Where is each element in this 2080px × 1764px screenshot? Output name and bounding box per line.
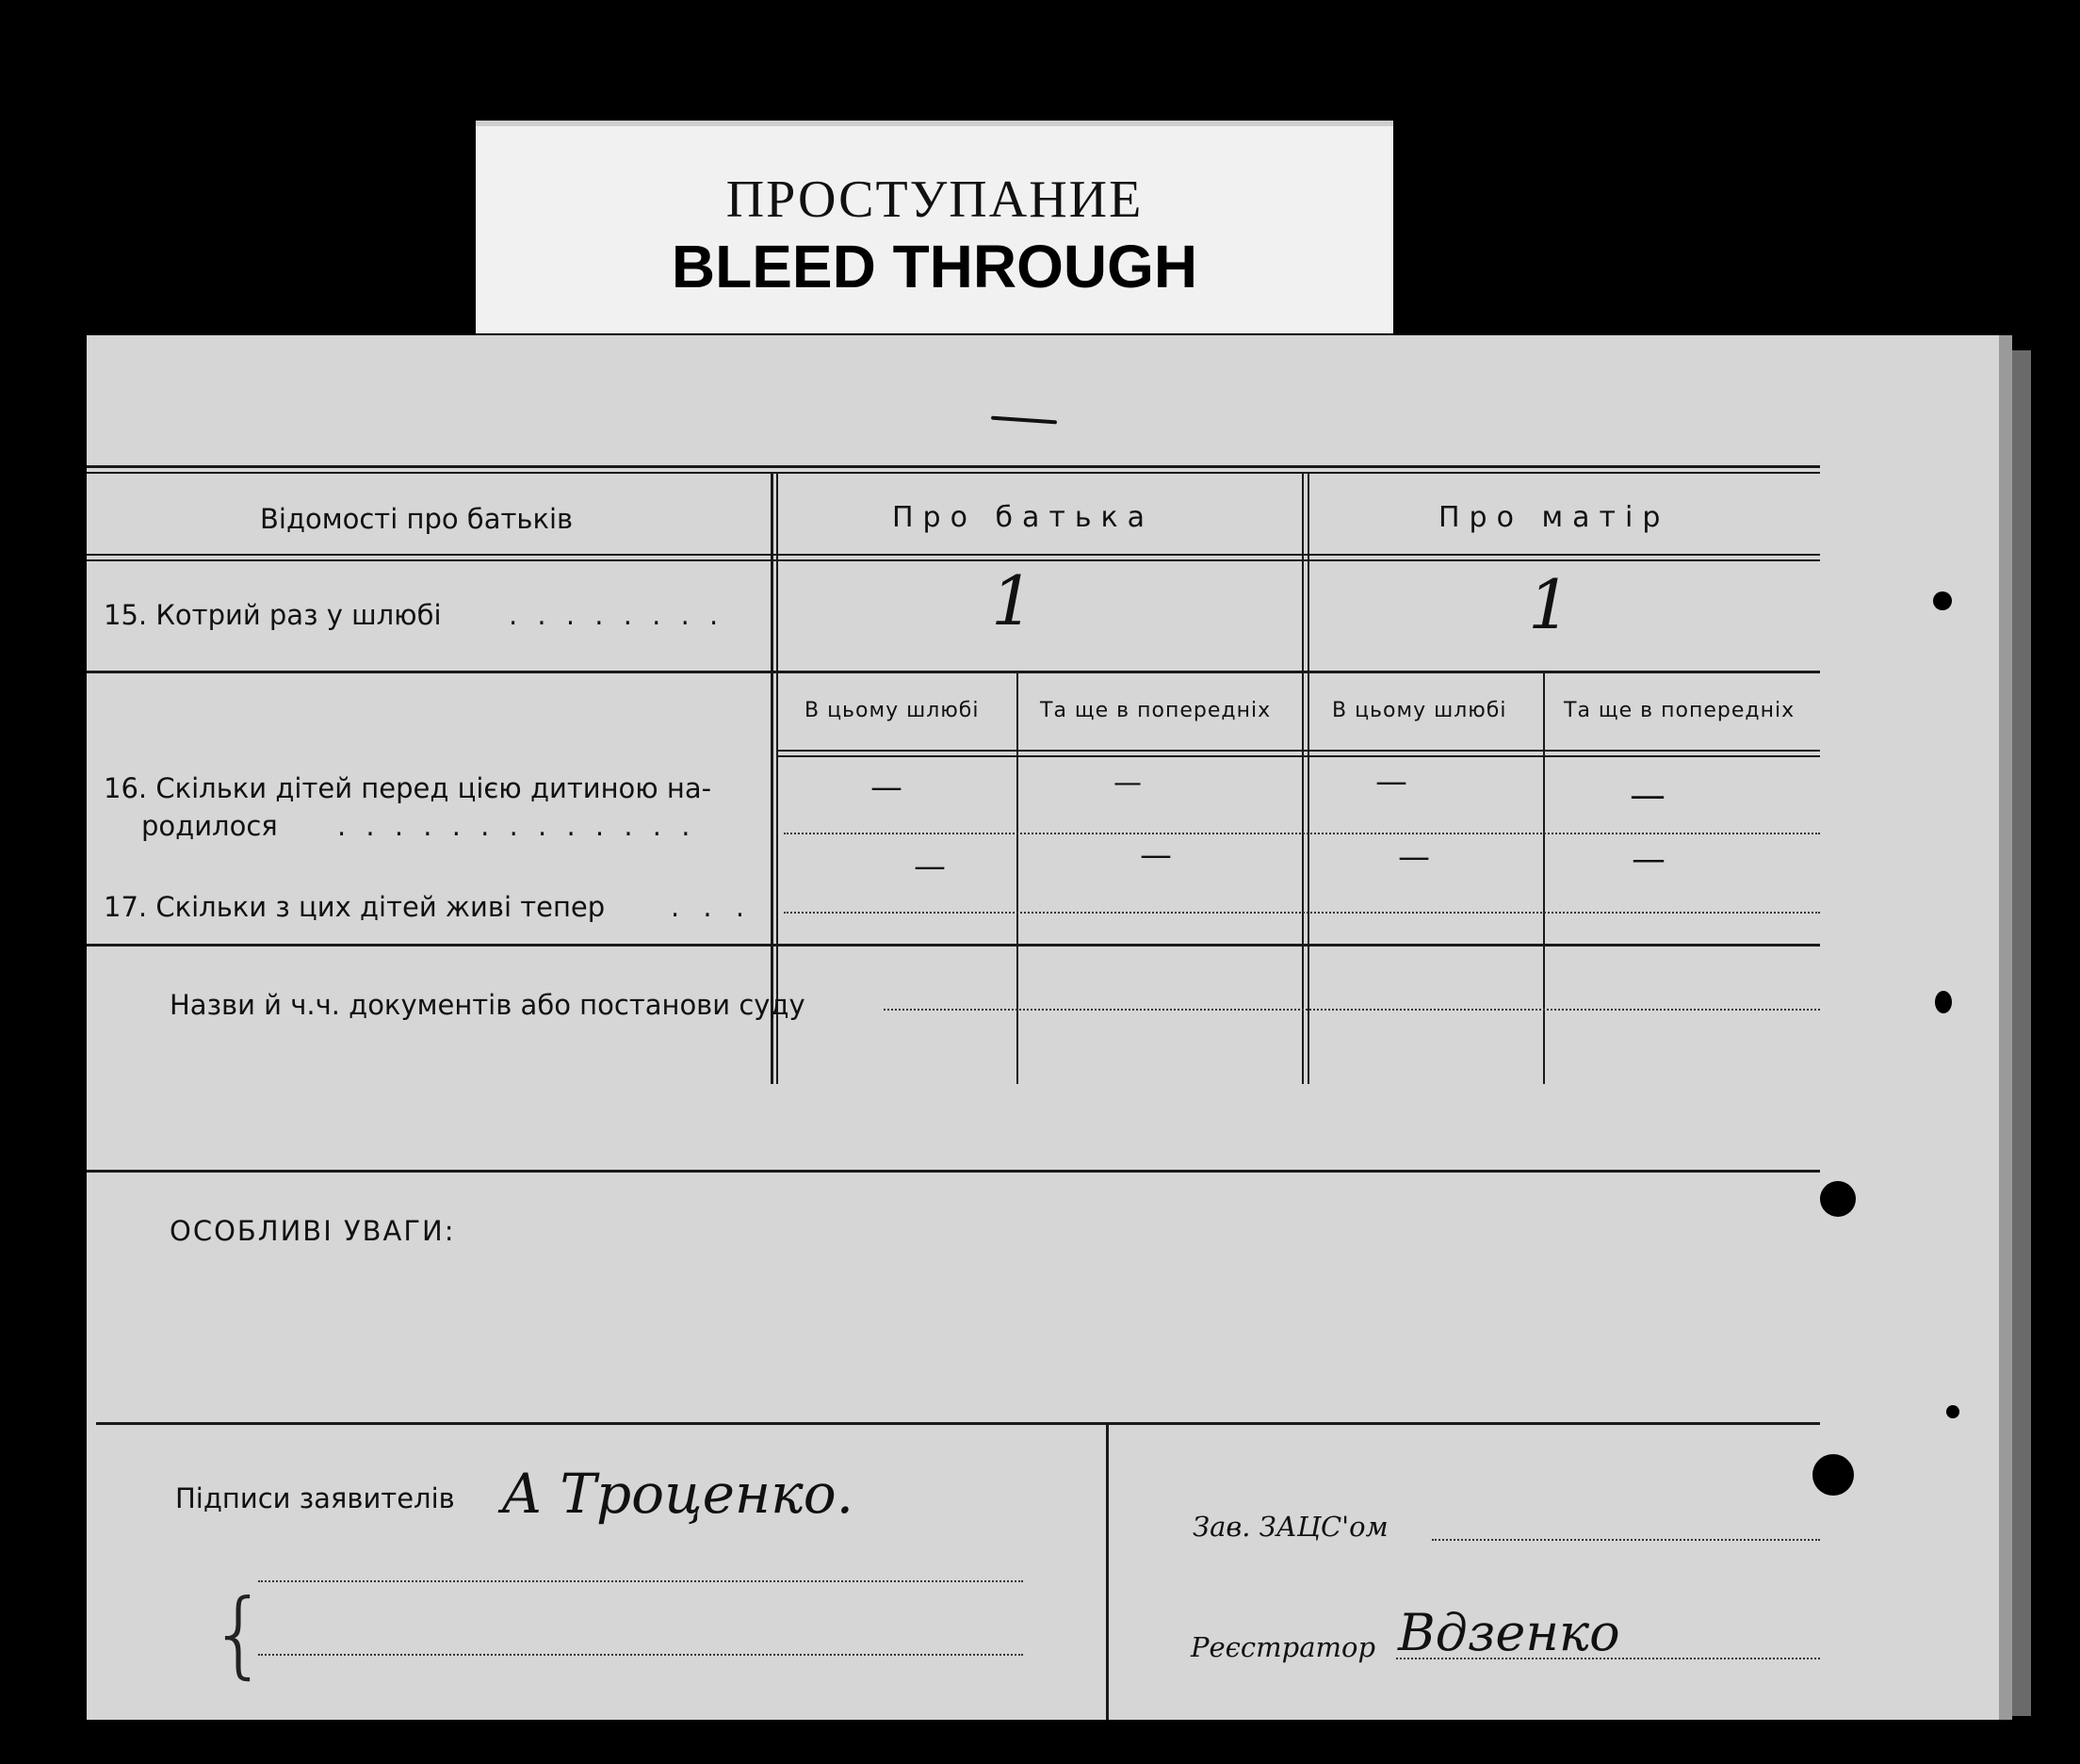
header-mother: Про матір bbox=[1438, 501, 1670, 534]
subdivider-mother bbox=[1543, 672, 1545, 1084]
row17-value-4: — bbox=[1632, 840, 1666, 879]
header-bottom-rule bbox=[87, 554, 1820, 556]
signatures-top-rule bbox=[96, 1422, 1820, 1425]
subheader-father-this: В цьому шлюбі bbox=[804, 699, 980, 722]
row16-value-4: — bbox=[1630, 774, 1666, 816]
remarks-top-rule bbox=[87, 1170, 1820, 1173]
subheader-father-prev: Та ще в попередніх bbox=[1040, 699, 1272, 722]
row15-mother-value: 1 bbox=[1528, 565, 1571, 644]
row16-value-1: — bbox=[870, 769, 902, 806]
row16-label-line2: родилося bbox=[141, 810, 278, 842]
row17-value-2: — bbox=[1140, 836, 1172, 874]
registrar-label: Реєстратор bbox=[1191, 1631, 1376, 1663]
header-parents-info: Відомості про батьків bbox=[260, 503, 574, 535]
divider-father-mother bbox=[1302, 474, 1304, 1084]
punch-hole-1 bbox=[1820, 1181, 1856, 1217]
punch-hole-5 bbox=[1946, 1405, 1959, 1418]
applicants-label: Підписи заявителів bbox=[175, 1482, 455, 1514]
table-bottom-rule bbox=[87, 944, 1820, 947]
row15-label: 15. Котрий раз у шлюбі bbox=[104, 599, 442, 631]
documents-label: Назви й ч.ч. документів або постанови суду bbox=[170, 989, 805, 1021]
row16-dotted-line bbox=[784, 833, 1820, 834]
head-label: Зав. ЗАЦС'ом bbox=[1193, 1511, 1389, 1543]
subheader-bottom-rule-2 bbox=[778, 755, 1820, 757]
signatures-divider bbox=[1106, 1422, 1109, 1720]
subheader-mother-prev: Та ще в попередніх bbox=[1564, 699, 1796, 722]
registrar-signature: Вдзенко bbox=[1398, 1603, 1620, 1662]
row17-value-3: — bbox=[1398, 838, 1430, 876]
table-top-rule-2 bbox=[87, 472, 1820, 474]
punch-hole-3 bbox=[1933, 591, 1952, 610]
applicant-line-2 bbox=[258, 1654, 1023, 1656]
row16-leader: . . . . . . . . . . . . . bbox=[337, 810, 696, 842]
applicant-signature: А Троценко. bbox=[501, 1462, 854, 1526]
top-dash-mark bbox=[991, 416, 1057, 425]
row16-value-2: — bbox=[1113, 767, 1142, 800]
row17-label: 17. Скільки з цих дітей живі тепер bbox=[104, 891, 606, 923]
label-english: BLEED THROUGH bbox=[671, 233, 1198, 300]
row15-father-value: 1 bbox=[991, 561, 1034, 640]
subheader-bottom-rule bbox=[778, 750, 1820, 752]
label-russian: ПРОСТУПАНИЕ bbox=[725, 170, 1144, 229]
subdivider-father bbox=[1016, 672, 1018, 1084]
header-father: Про батька bbox=[892, 501, 1155, 534]
subheader-mother-this: В цьому шлюбі bbox=[1332, 699, 1507, 722]
bleed-through-label-card bbox=[476, 121, 1393, 333]
table-top-rule bbox=[87, 465, 1820, 468]
row15-bottom-rule bbox=[87, 671, 1820, 673]
applicant-line-1 bbox=[258, 1580, 1023, 1582]
document-sheet bbox=[87, 335, 2012, 1720]
documents-field-line bbox=[884, 1009, 1820, 1011]
row17-dotted-line bbox=[784, 912, 1820, 914]
row17-value-1: — bbox=[914, 848, 946, 885]
row17-leader: . . . bbox=[671, 891, 753, 923]
punch-hole-4 bbox=[1935, 991, 1952, 1013]
registrar-signature-line bbox=[1396, 1658, 1820, 1659]
applicants-brace: { bbox=[209, 1578, 269, 1689]
punch-hole-2 bbox=[1812, 1454, 1854, 1496]
divider-father-mother-b bbox=[1308, 474, 1309, 1084]
header-bottom-rule-2 bbox=[87, 559, 1820, 561]
head-signature-line bbox=[1432, 1539, 1820, 1541]
row16-value-3: — bbox=[1375, 763, 1407, 801]
remarks-label: ОСОБЛИВІ УВАГИ: bbox=[170, 1215, 456, 1247]
row16-label-line1: 16. Скільки дітей перед цією дитиною на- bbox=[104, 772, 712, 804]
row15-leader: . . . . . . . . bbox=[509, 599, 724, 631]
